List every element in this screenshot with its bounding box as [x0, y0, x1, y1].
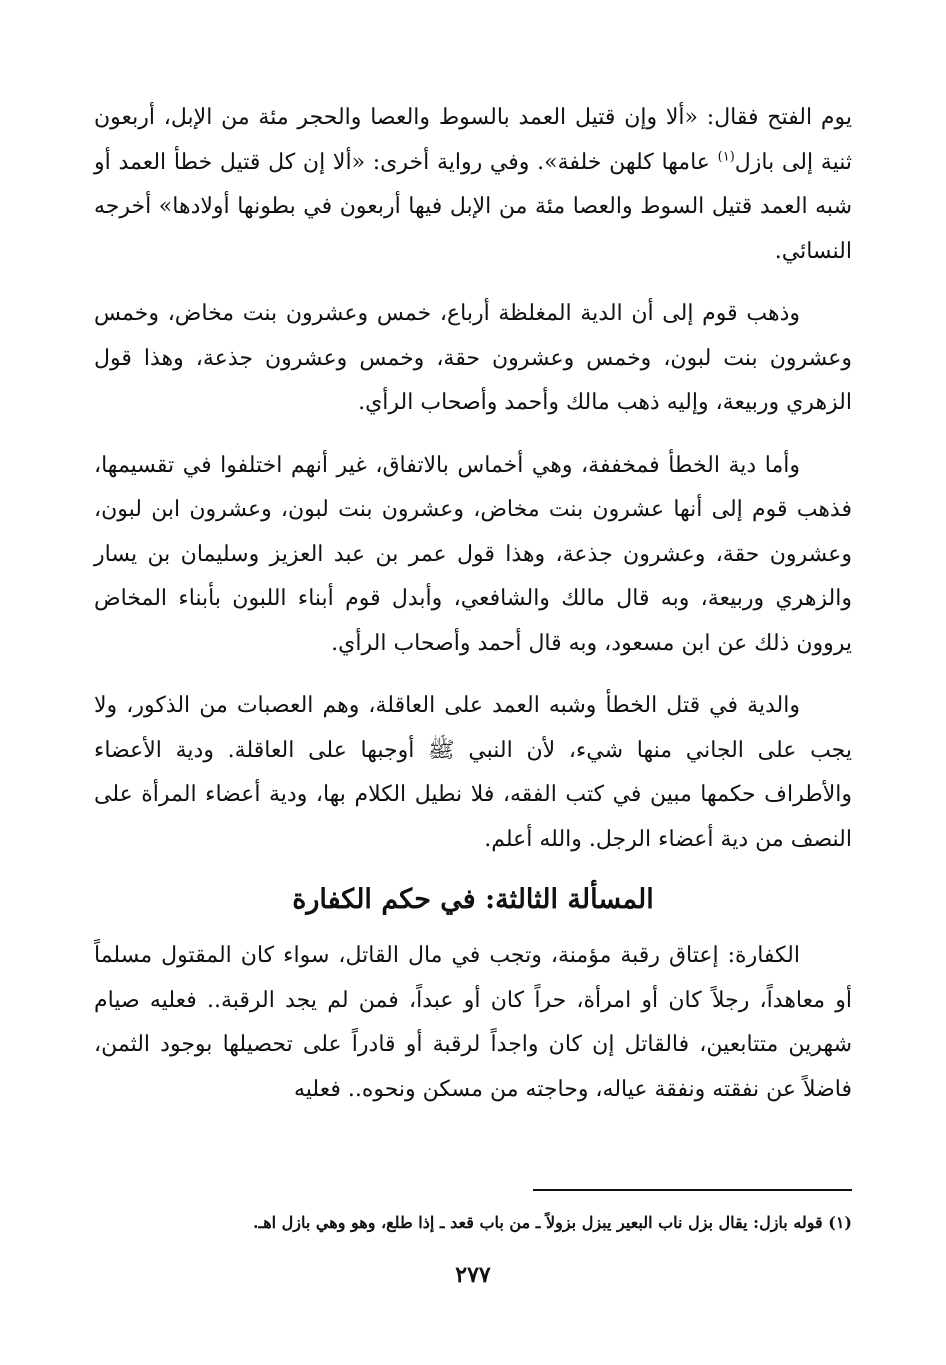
page-number: ٢٧٧: [455, 1262, 491, 1288]
footnote: (١) قوله بازل: يقال بزل ناب البعير يبزل بزولاً ـ من باب قعد ـ إذا طلع، وهو وهي بازل اهـ.: [252, 1213, 852, 1232]
page-body: [94, 96, 852, 1130]
paragraph-1-text: يوم الفتح فقال: «ألا وإن قتيل العمد بالسوط والعصا والحجر مئة من الإبل، أربعون ثنية إلى بازل: [94, 105, 852, 175]
paragraph-2: وذهب قوم إلى أن الدية المغلظة أرباع، خمس وعشرون بنت مخاض، وخمس وعشرون بنت لبون، وخمس وعشرون حقة، وخمس وعشرون جذعة، وهذا قول الزهري وربيعة، وإليه ذهب مالك وأحمد وأصحاب الرأي.: [94, 301, 852, 415]
paragraph-1: [94, 96, 852, 274]
section-heading: المسألة الثالثة: في حكم الكفارة: [292, 884, 654, 915]
paragraph-1-text-continued: عامها كلهن خلفة». وفي رواية أخرى: «ألا إن كل قتيل خطأ العمد أو شبه العمد قتيل السوط والعصا مئة من الإبل فيها أربعون في بطونها أولادها» أخرجه النسائي.: [94, 149, 852, 264]
footnote-reference: (١): [717, 149, 735, 165]
paragraph-3: وأما دية الخطأ فمخففة، وهي أخماس بالاتفاق، غير أنهم اختلفوا في تقسيمها، فذهب قوم إلى أنها عشرون بنت مخاض، وعشرون بنت لبون، وعشرون ابن لبون، وعشرون حقة، وعشرون جذعة، وهذا قول عمر بن عبد العزيز وسليمان بن يسار والزهري وربيعة، وبه قال مالك والشافعي، وأبدل قوم أبناء اللبون بأبناء المخاض يروون ذلك عن ابن مسعود، وبه قال أحمد وأصحاب الرأي.: [94, 452, 852, 656]
paragraph-4: والدية في قتل الخطأ وشبه العمد على العاقلة، وهم العصبات من الذكور، ولا يجب على الجاني منها شيء، لأن النبي ﷺ أوجبها على العاقلة. ودية الأعضاء والأطراف حكمها مبين في كتب الفقه، فلا نطيل الكلام بها، ودية أعضاء المرأة على النصف من دية أعضاء الرجل. والله أعلم.: [94, 693, 852, 852]
footnote-divider: [533, 1189, 852, 1191]
paragraph-5: الكفارة: إعتاق رقبة مؤمنة، وتجب في مال القاتل، سواء كان المقتول مسلماً أو معاهداً، رجلاً كان أو امرأة، حراً كان أو عبداً، فمن لم يجد الرقبة.. فعليه صيام شهرين متتابعين، فالقاتل إن كان واجداً لرقبة أو قادراً على تحصيلها بوجود الثمن، فاضلاً عن نفقته ونفقة عياله، وحاجته من مسكن ونحوه.. فعليه: [94, 943, 852, 1102]
